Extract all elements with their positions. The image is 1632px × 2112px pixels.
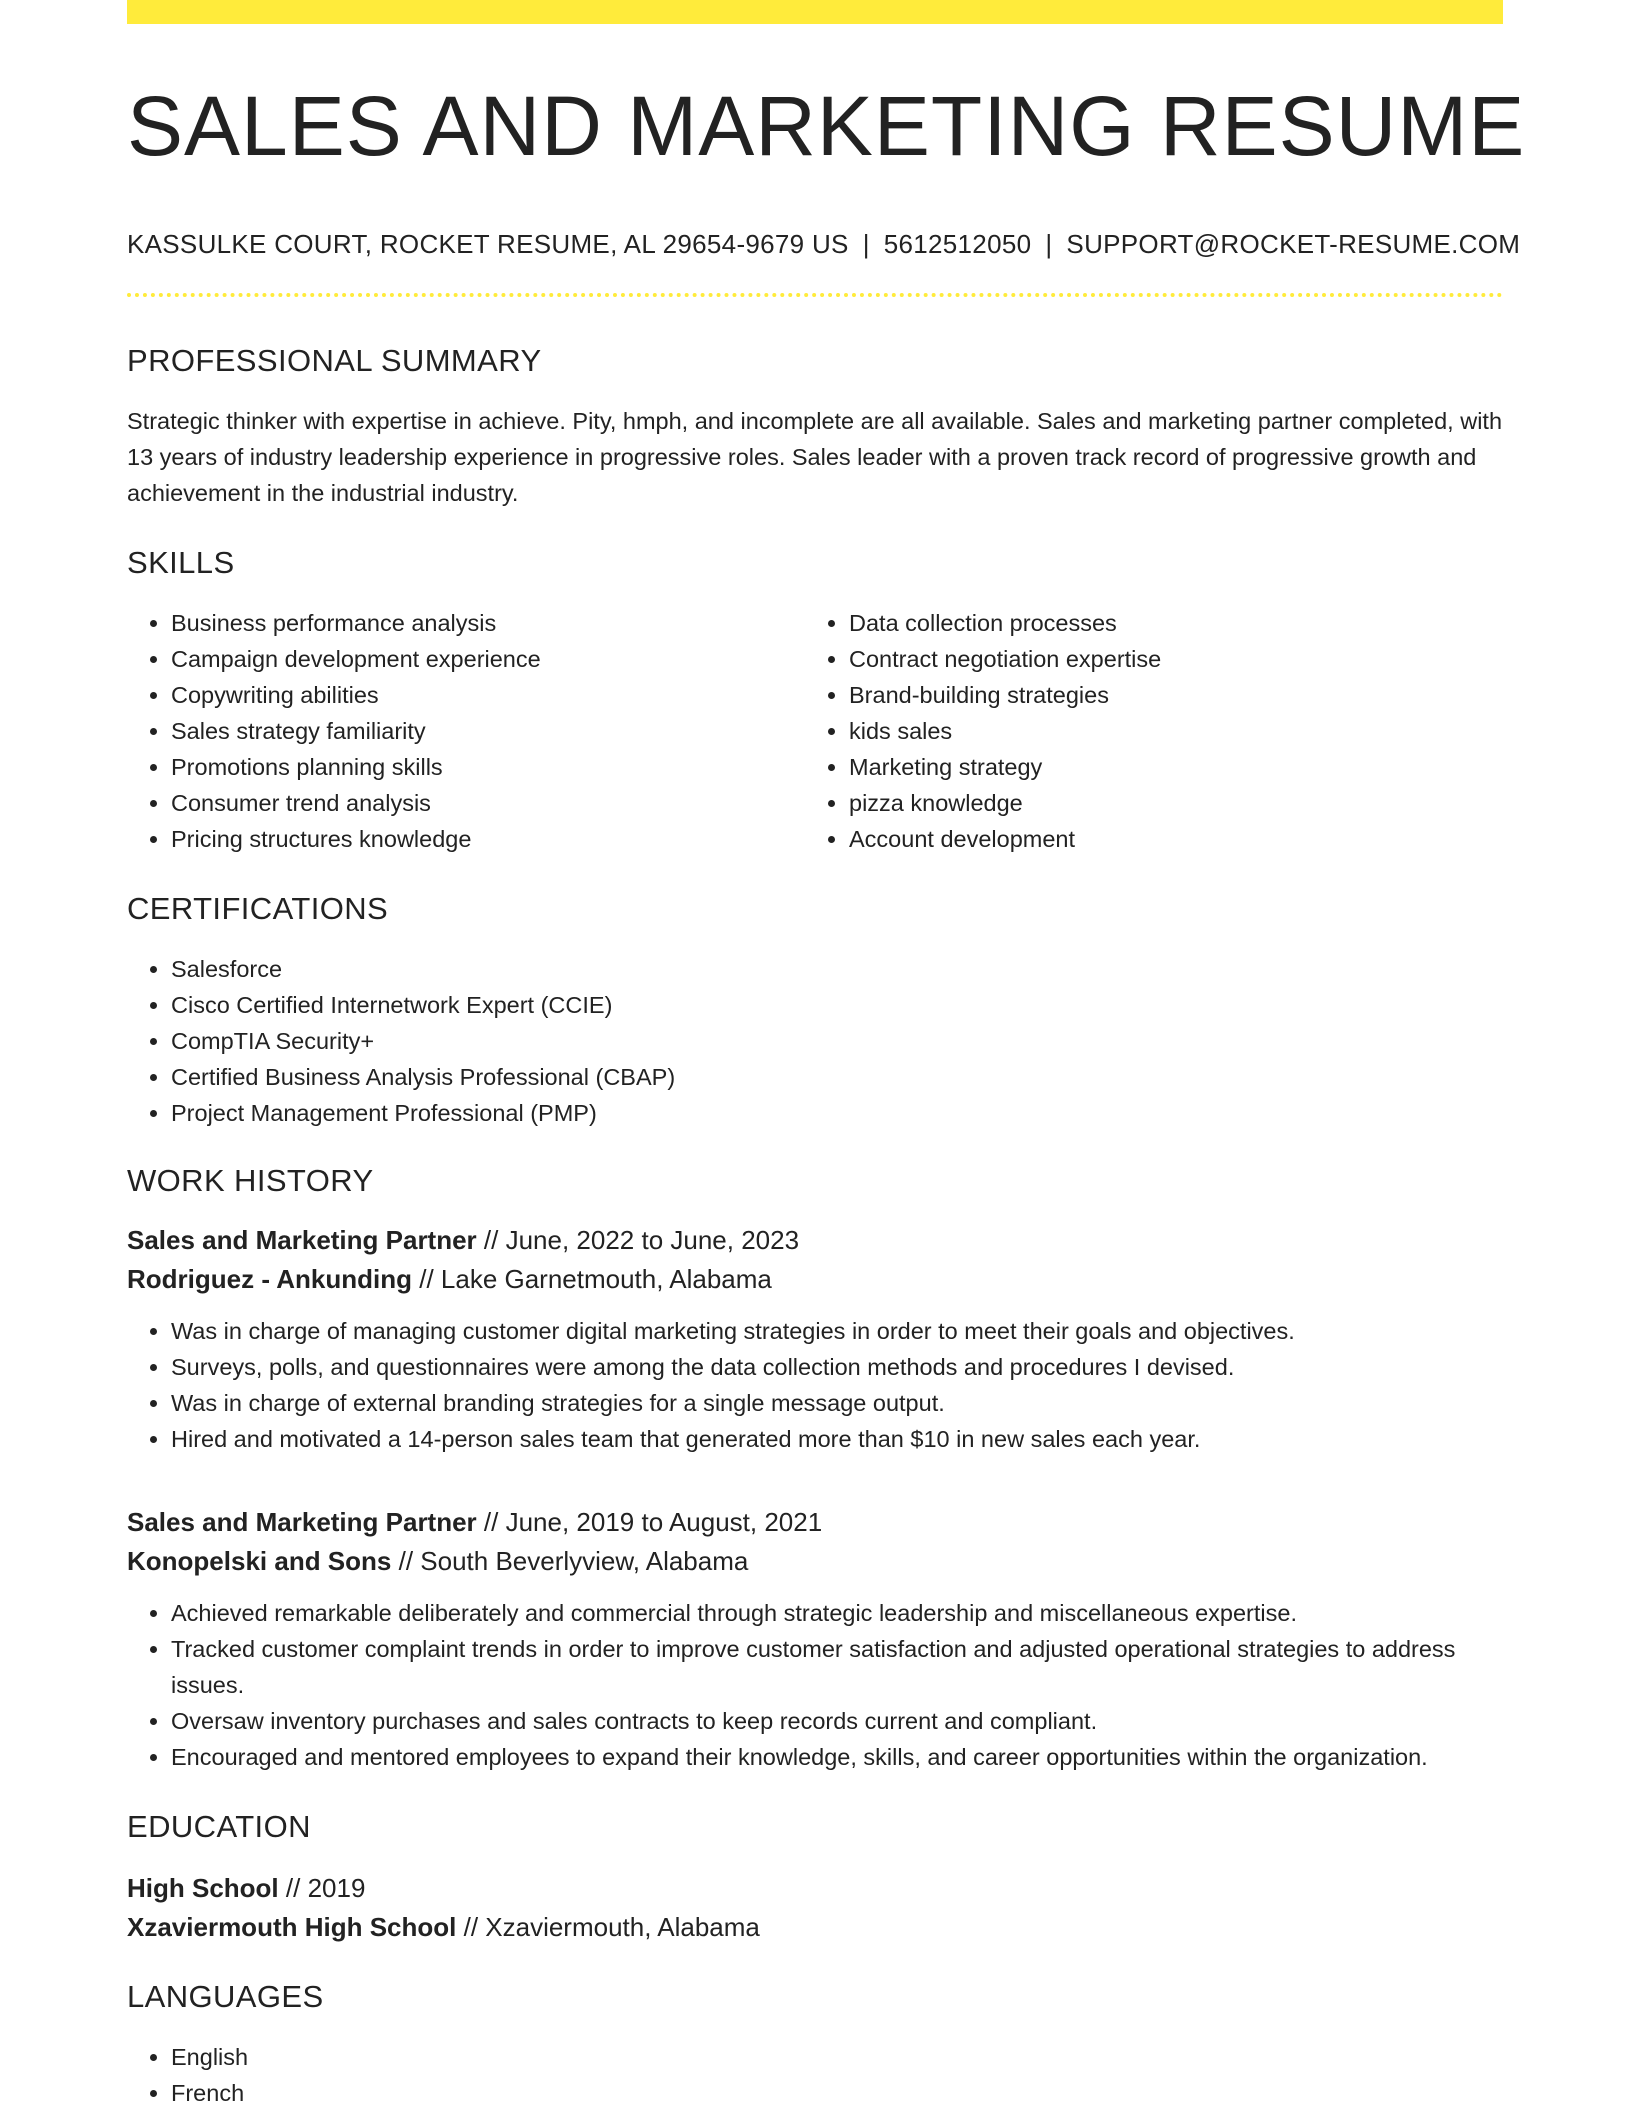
job-bullets [127,1595,1503,1775]
job-entry [127,1503,1503,1775]
education-section [127,1809,1503,1947]
skills-heading: SKILLS [127,545,235,581]
certifications-section [127,891,1503,1131]
job-company: Konopelski and Sons [127,1546,392,1577]
resume-page [127,0,1526,2111]
dotted-divider [127,293,1503,297]
job-bullet: • Achieved remarkable deliberately and commercial through strategic leadership and miscellaneous expertise. [171,1595,1503,1631]
certifications-list [127,951,1503,1131]
skill-item: • Campaign development experience [171,641,805,677]
education-location: // Xzaviermouth, Alabama [456,1912,760,1943]
skill-item: • Pricing structures knowledge [171,821,805,857]
education-school-line [127,1908,1503,1947]
contact-separator: | [1045,229,1053,260]
education-year: // 2019 [278,1873,366,1904]
job-bullet: • Encouraged and mentored employees to expand their knowledge, skills, and career opportunities within the organization. [171,1739,1503,1775]
work-history-heading: WORK HISTORY [127,1163,374,1199]
job-dates: // June, 2019 to August, 2021 [476,1507,823,1538]
job-company-line [127,1542,1503,1581]
job-location: // South Beverlyview, Alabama [391,1546,749,1577]
skill-item: • Account development [849,821,1483,857]
skill-item: • Brand-building strategies [849,677,1483,713]
job-location: // Lake Garnetmouth, Alabama [412,1264,772,1295]
job-title: Sales and Marketing Partner [127,1507,477,1538]
languages-section [127,1979,1503,2111]
skills-list-right [805,605,1483,857]
skill-item: • Contract negotiation expertise [849,641,1483,677]
accent-top-bar [127,0,1503,24]
education-heading: EDUCATION [127,1809,311,1845]
certifications-heading: CERTIFICATIONS [127,891,389,927]
job-entry [127,1221,1503,1457]
skill-item: • Data collection processes [849,605,1483,641]
skill-item: • kids sales [849,713,1483,749]
skill-item: • Consumer trend analysis [171,785,805,821]
skill-item: • Copywriting abilities [171,677,805,713]
job-company-line [127,1260,1503,1299]
skill-item: • pizza knowledge [849,785,1483,821]
education-school: Xzaviermouth High School [127,1912,457,1943]
contact-line [127,229,1521,260]
skill-item: • Promotions planning skills [171,749,805,785]
certification-item: • CompTIA Security+ [171,1023,1503,1059]
contact-email: SUPPORT@ROCKET-RESUME.COM [1066,229,1521,260]
skill-item: • Business performance analysis [171,605,805,641]
summary-heading: PROFESSIONAL SUMMARY [127,343,542,379]
skill-item: • Marketing strategy [849,749,1483,785]
job-bullet: • Oversaw inventory purchases and sales contracts to keep records current and compliant. [171,1703,1503,1739]
skills-grid [127,581,1503,857]
language-item: • French [171,2075,1503,2111]
work-history-section [127,1163,1503,1775]
languages-list [127,2039,1503,2111]
summary-section [127,343,1503,511]
job-bullet: • Was in charge of managing customer digital marketing strategies in order to meet their goals and objectives. [171,1313,1503,1349]
certification-item: • Certified Business Analysis Professional (CBAP) [171,1059,1503,1095]
job-title-line [127,1503,1503,1542]
contact-phone: 5612512050 [883,229,1032,260]
job-bullet: • Was in charge of external branding strategies for a single message output. [171,1385,1503,1421]
job-title-line [127,1221,1503,1260]
job-bullet: • Hired and motivated a 14-person sales team that generated more than $10 in new sales each year. [171,1421,1503,1457]
language-item: • English [171,2039,1503,2075]
education-entry [127,1869,1503,1947]
job-title: Sales and Marketing Partner [127,1225,477,1256]
summary-text: Strategic thinker with expertise in achieve. Pity, hmph, and incomplete are all available. Sales and marketing partner completed, with 13 years of industry leadership experience in progressive roles. Sales leader with a proven track record of progressive growth and achievement in the industrial industry. [127,408,1503,507]
skill-item: • Sales strategy familiarity [171,713,805,749]
resume-title: SALES AND MARKETING RESUME [127,79,1526,173]
contact-address: KASSULKE COURT, ROCKET RESUME, AL 29654-9679 US [127,229,849,260]
education-degree: High School [127,1873,279,1904]
skills-list-left [127,605,805,857]
job-dates: // June, 2022 to June, 2023 [476,1225,800,1256]
education-degree-line [127,1869,1503,1908]
certification-item: • Salesforce [171,951,1503,987]
certification-item: • Cisco Certified Internetwork Expert (CCIE) [171,987,1503,1023]
languages-heading: LANGUAGES [127,1979,324,2015]
job-company: Rodriguez - Ankunding [127,1264,412,1295]
job-bullet: • Tracked customer complaint trends in order to improve customer satisfaction and adjusted operational strategies to address issues. [171,1631,1503,1703]
certification-item: • Project Management Professional (PMP) [171,1095,1503,1131]
skills-section [127,545,1503,857]
job-bullets [127,1313,1503,1457]
job-bullet: • Surveys, polls, and questionnaires were among the data collection methods and procedures I devised. [171,1349,1503,1385]
contact-separator: | [862,229,870,260]
